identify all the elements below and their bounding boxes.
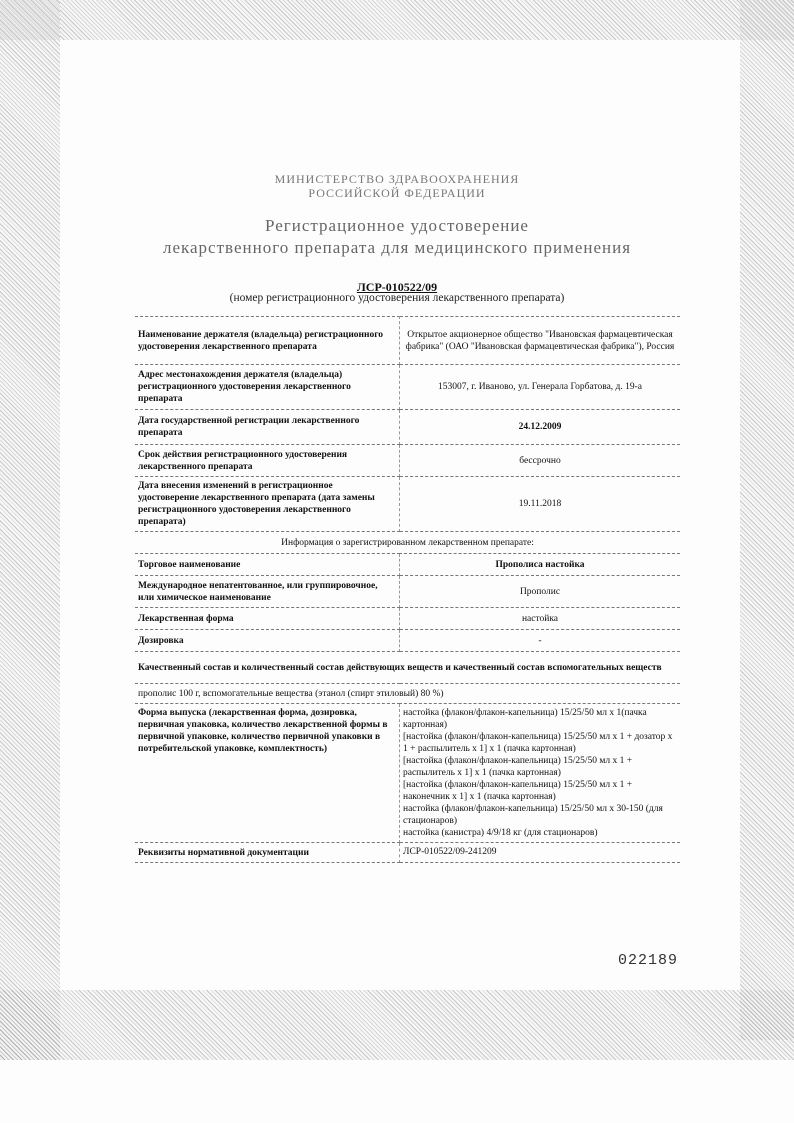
release-form-item: настойка (канистра) 4/9/18 кг (для стационаров) bbox=[403, 828, 598, 838]
row-value: ЛСР-010522/09-241209 bbox=[400, 843, 681, 863]
serial-number: 022189 bbox=[618, 952, 679, 969]
table-row bbox=[135, 477, 680, 532]
info-heading: Информация о зарегистрированном лекарственном препарате: bbox=[135, 532, 680, 554]
table-row bbox=[135, 652, 680, 684]
row-value: Открытое акционерное общество "Ивановская фармацевтическая фабрика" (ОАО "Ивановская фармацевтическая фабрика"), Россия bbox=[400, 317, 681, 365]
composition-heading: Качественный состав и количественный состав действующих веществ и качественный состав вспомогательных веществ bbox=[135, 652, 680, 684]
row-value: Прополиса настойка bbox=[400, 554, 681, 576]
document-title: Регистрационное удостоверение bbox=[265, 216, 529, 235]
table-row bbox=[135, 630, 680, 652]
composition-value: прополис 100 г, вспомогательные вещества (этанол (спирт этиловый) 80 %) bbox=[135, 684, 680, 704]
registration-number: ЛСР-010522/09 bbox=[356, 280, 438, 294]
row-label: Лекарственная форма bbox=[135, 608, 400, 630]
row-label: Адрес местонахождения держателя (владельца) регистрационного удостоверения лекарственного препарата bbox=[135, 365, 400, 410]
table-row bbox=[135, 843, 680, 863]
row-label: Дата внесения изменений в регистрационное удостоверение лекарственного препарата (дата замены регистрационного удостоверения лекарственного препарата) bbox=[135, 477, 400, 532]
border-pattern bbox=[0, 0, 60, 1060]
release-form-item: [настойка (флакон/флакон-капельница) 15/25/50 мл x 1 + наконечник x 1] x 1 (пачка картонная) bbox=[403, 780, 633, 802]
row-value: 19.11.2018 bbox=[400, 477, 681, 532]
row-value: Прополис bbox=[400, 576, 681, 608]
row-label: Дозировка bbox=[135, 630, 400, 652]
row-value: настойка bbox=[400, 608, 681, 630]
row-value: 24.12.2009 bbox=[400, 410, 681, 445]
table-row bbox=[135, 532, 680, 554]
table-row bbox=[135, 365, 680, 410]
ministry-line2: РОССИЙСКОЙ ФЕДЕРАЦИИ bbox=[308, 186, 486, 200]
row-label: Наименование держателя (владельца) регистрационного удостоверения лекарственного препарата bbox=[135, 317, 400, 365]
table-row bbox=[135, 445, 680, 477]
release-form-item: [настойка (флакон/флакон-капельница) 15/25/50 мл x 1 + распылитель x 1] x 1 (пачка картонная) bbox=[403, 756, 633, 778]
certificate-table bbox=[135, 316, 680, 863]
row-value: бессрочно bbox=[400, 445, 681, 477]
registration-number-caption: (номер регистрационного удостоверения лекарственного препарата) bbox=[229, 292, 565, 304]
table-row bbox=[135, 410, 680, 445]
row-label: Реквизиты нормативной документации bbox=[135, 843, 400, 863]
table-row bbox=[135, 684, 680, 704]
release-form-item: настойка (флакон/флакон-капельница) 15/25/50 мл x 1(пачка картонная) bbox=[403, 708, 647, 730]
release-form-item: настойка (флакон/флакон-капельница) 15/25/50 мл x 30-150 (для стационаров) bbox=[403, 804, 663, 826]
table-row bbox=[135, 317, 680, 365]
table-row bbox=[135, 704, 680, 843]
row-label: Форма выпуска (лекарственная форма, дозировка, первичная упаковка, количество лекарственной формы в первичной упаковке, количество первичной упаковки в потребительской упаковке, комплектность) bbox=[135, 704, 400, 843]
ministry-line1: МИНИСТЕРСТВО ЗДРАВООХРАНЕНИЯ bbox=[274, 172, 520, 186]
table-row bbox=[135, 576, 680, 608]
border-pattern bbox=[0, 0, 794, 40]
row-label: Международное непатентованное, или группировочное, или химическое наименование bbox=[135, 576, 400, 608]
row-value: - bbox=[400, 630, 681, 652]
border-pattern bbox=[0, 990, 794, 1060]
release-form-list bbox=[400, 704, 681, 843]
table-row bbox=[135, 554, 680, 576]
row-label: Дата государственной регистрации лекарственного препарата bbox=[135, 410, 400, 445]
row-value: 153007, г. Иваново, ул. Генерала Горбатова, д. 19-а bbox=[400, 365, 681, 410]
row-label: Срок действия регистрационного удостоверения лекарственного препарата bbox=[135, 445, 400, 477]
row-label: Торговое наименование bbox=[135, 554, 400, 576]
document-subtitle: лекарственного препарата для медицинского применения bbox=[162, 238, 632, 257]
table-row bbox=[135, 608, 680, 630]
border-pattern bbox=[740, 0, 794, 1040]
release-form-item: [настойка (флакон/флакон-капельница) 15/25/50 мл x 1 + дозатор x 1 + распылитель x 1] x 1 (пачка картонная) bbox=[403, 732, 673, 754]
